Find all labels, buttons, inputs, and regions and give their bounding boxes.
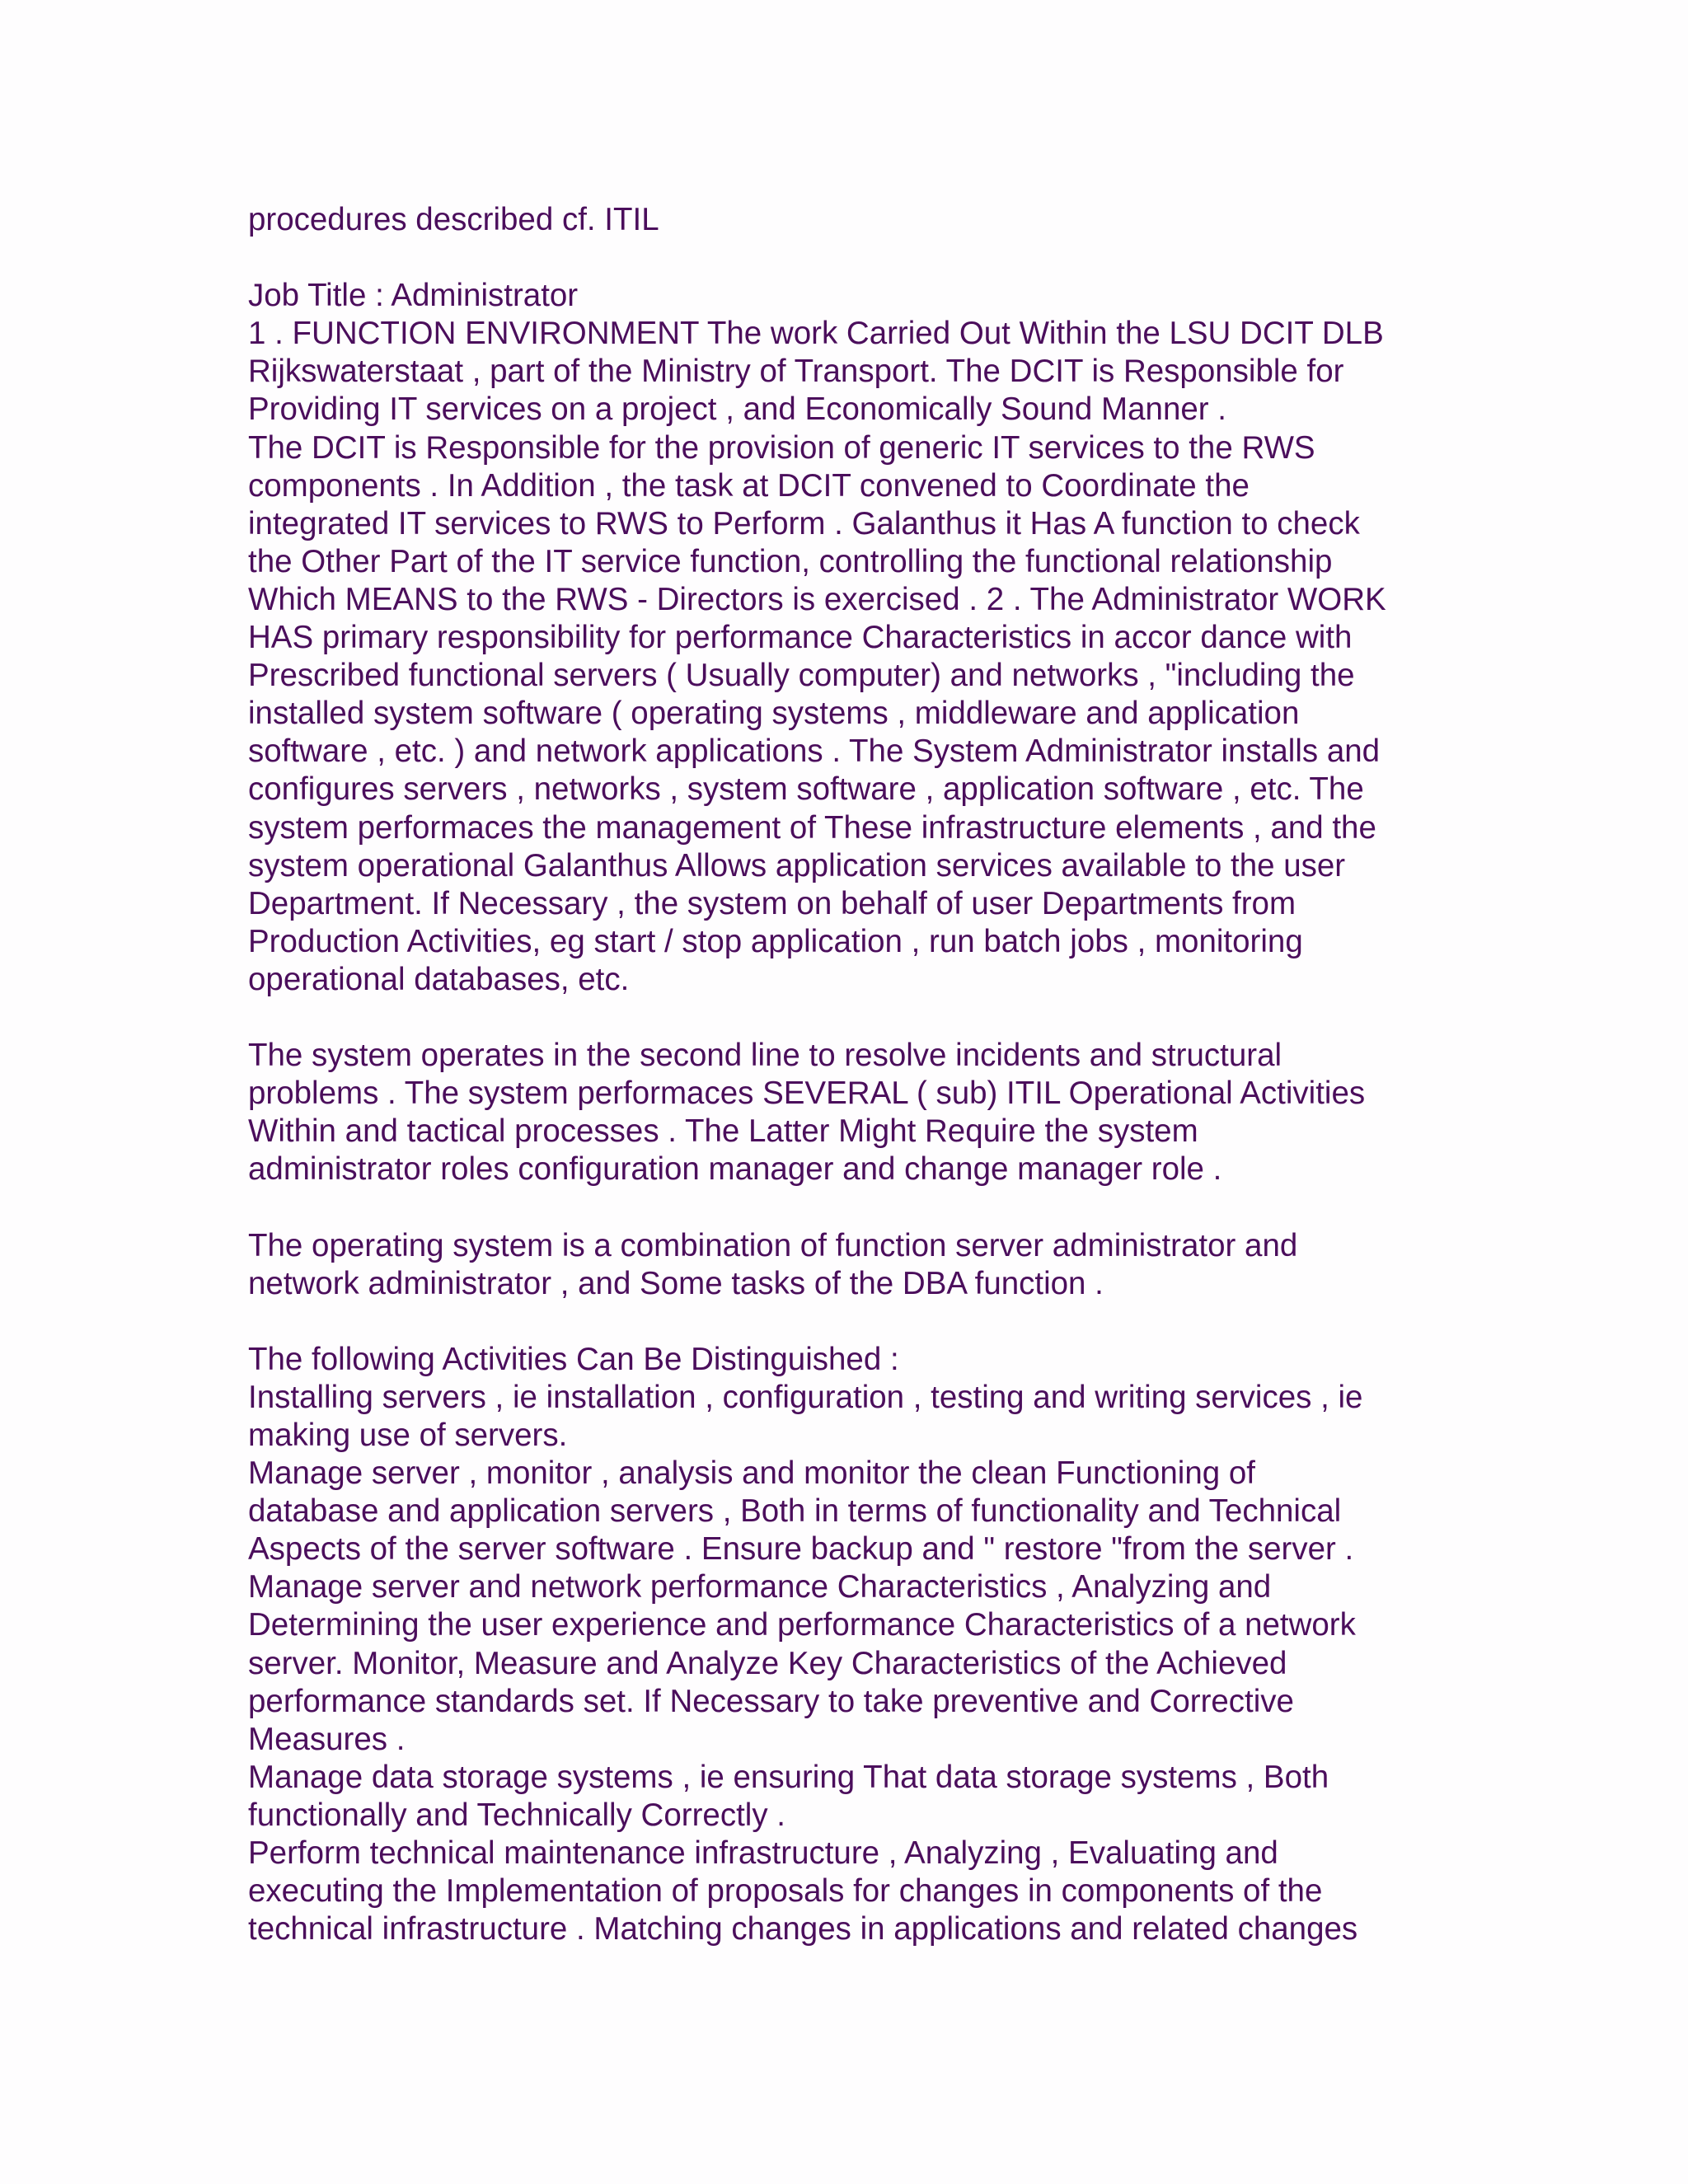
text-line: Production Activities, eg start / stop application , run batch jobs , monitoring <box>248 923 1303 959</box>
text-line: Measures . <box>248 1721 406 1757</box>
text-line: system operational Galanthus Allows application services available to the user <box>248 847 1346 883</box>
text-line: 1 . FUNCTION ENVIRONMENT The work Carried Out Within the LSU DCIT DLB <box>248 316 1384 352</box>
text-line: HAS primary responsibility for performance Characteristics in accor dance with <box>248 620 1353 656</box>
text-line: Within and tactical processes . The Latter Might Require the system <box>248 1113 1198 1150</box>
text-line: executing the Implementation of proposals for changes in components of the <box>248 1873 1323 1910</box>
text-line: installed system software ( operating systems , middleware and application <box>248 696 1300 732</box>
text-line: Aspects of the server software . Ensure backup and " restore "from the server . <box>248 1531 1354 1568</box>
text-line: database and application servers , Both in terms of functionality and Technical <box>248 1493 1342 1530</box>
text-line: integrated IT services to RWS to Perform . Galanthus it Has A function to check <box>248 505 1360 541</box>
text-line: configures servers , networks , system software , application software , etc. The <box>248 771 1364 808</box>
text-line: Rijkswaterstaat , part of the Ministry of Transport. The DCIT is Responsible for <box>248 354 1344 390</box>
text-line: procedures described cf. ITIL <box>248 202 659 237</box>
text-line: software , etc. ) and network applications . The System Administrator installs and <box>248 733 1381 770</box>
text-line: Which MEANS to the RWS - Directors is exercised . 2 . The Administrator WORK <box>248 581 1386 617</box>
text-line: performance standards set. If Necessary to take preventive and Corrective <box>248 1683 1294 1719</box>
text-line: problems . The system performaces SEVERAL ( sub) ITIL Operational Activities <box>248 1076 1366 1112</box>
text-line: Prescribed functional servers ( Usually computer) and networks , "including the <box>248 658 1355 694</box>
blank-line <box>248 1188 1534 1226</box>
text-line: Installing servers , ie installation , configuration , testing and writing services , ie <box>248 1379 1363 1415</box>
blank-line <box>248 239 1534 277</box>
blank-line <box>248 1303 1534 1341</box>
text-line: technical infrastructure . Matching changes in applications and related changes <box>248 1911 1358 1947</box>
text-line: network administrator , and Some tasks of the DBA function . <box>248 1265 1104 1301</box>
text-line: The following Activities Can Be Distinguished : <box>248 1341 899 1377</box>
text-line: The operating system is a combination of function server administrator and <box>248 1227 1298 1263</box>
text-line: the Other Part of the IT service function, controlling the functional relationship <box>248 543 1333 579</box>
blank-line <box>248 999 1534 1037</box>
text-line: server. Monitor, Measure and Analyze Key Characteristics of the Achieved <box>248 1645 1287 1681</box>
text-line: functionally and Technically Correctly . <box>248 1797 785 1833</box>
text-line: components . In Addition , the task at DCIT convened to Coordinate the <box>248 467 1250 504</box>
text-line: Perform technical maintenance infrastructure , Analyzing , Evaluating and <box>248 1835 1278 1872</box>
text-line: The DCIT is Responsible for the provision of generic IT services to the RWS <box>248 429 1315 466</box>
text-line: system performaces the management of These infrastructure elements , and the <box>248 809 1376 846</box>
text-line: operational databases, etc. <box>248 961 630 997</box>
text-line: Job Title : Administrator <box>248 278 579 314</box>
text-line: Manage server , monitor , analysis and monitor the clean Functioning of <box>248 1455 1255 1492</box>
text-line: administrator roles configuration manager and change manager role . <box>248 1151 1222 1188</box>
text-line: Department. If Necessary , the system on behalf of user Departments from <box>248 885 1296 921</box>
text-line: Providing IT services on a project , and Economically Sound Manner . <box>248 391 1226 428</box>
text-line: The system operates in the second line to resolve incidents and structural <box>248 1038 1282 1074</box>
document-body-text <box>248 201 1534 1948</box>
text-line: Determining the user experience and performance Characteristics of a network <box>248 1607 1356 1643</box>
text-line: making use of servers. <box>248 1418 568 1453</box>
text-line: Manage server and network performance Characteristics , Analyzing and <box>248 1569 1272 1605</box>
text-line: Manage data storage systems , ie ensuring That data storage systems , Both <box>248 1759 1329 1795</box>
